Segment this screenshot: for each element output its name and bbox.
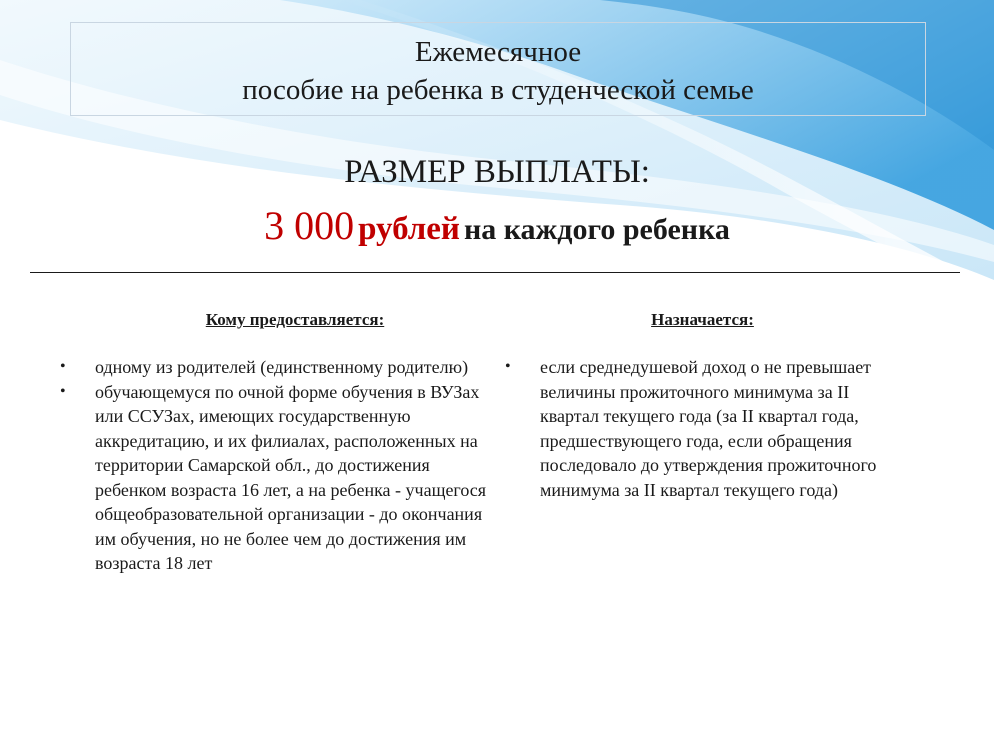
condition-list	[505, 355, 890, 502]
eligibility-list	[60, 355, 500, 576]
bullet-icon: •	[60, 382, 66, 400]
bullet-icon: •	[505, 358, 511, 375]
title-line-1: Ежемесячное	[414, 36, 582, 68]
list-item-text: если среднедушевой доход о не превышает величины прожиточного минимума за II квартал текущего года (за II квартал года, предшествующего года, если обращения последовало до утверждения прожиточного минимума за II квартал текущего года)	[540, 357, 877, 500]
payment-heading: РАЗМЕР ВЫПЛАТЫ:	[344, 154, 650, 190]
divider	[30, 272, 960, 273]
list-item	[505, 355, 890, 502]
title-box	[70, 22, 926, 116]
payment-currency: рублей	[358, 211, 460, 247]
payment-amount: 3 000	[264, 203, 355, 248]
bullet-icon: •	[60, 358, 66, 375]
list-item	[60, 380, 500, 576]
payment-suffix: на каждого ребенка	[463, 213, 730, 246]
list-item-text: обучающемуся по очной форме обучения в ВУЗах или ССУЗах, имеющих государственную аккредитацию, и их филиалах, расположенных на территории Самарской обл., до достижения ребенком возраста 16 лет, а на ребенка - учащегося общеобразовательной организации - до окончания им обучения, но не более чем до достижения им возраста 18 лет	[95, 381, 487, 573]
title-line-2: пособие на ребенка в студенческой семье	[242, 74, 754, 106]
payment-amount-line	[0, 200, 994, 261]
eligibility-heading: Кому предоставляется:	[205, 310, 385, 329]
condition-heading: Назначается:	[651, 310, 754, 329]
list-item-text: одному из родителей (единственному родителю)	[95, 357, 469, 377]
eligibility-column	[60, 308, 500, 576]
condition-column	[505, 308, 890, 502]
list-item	[60, 355, 500, 380]
